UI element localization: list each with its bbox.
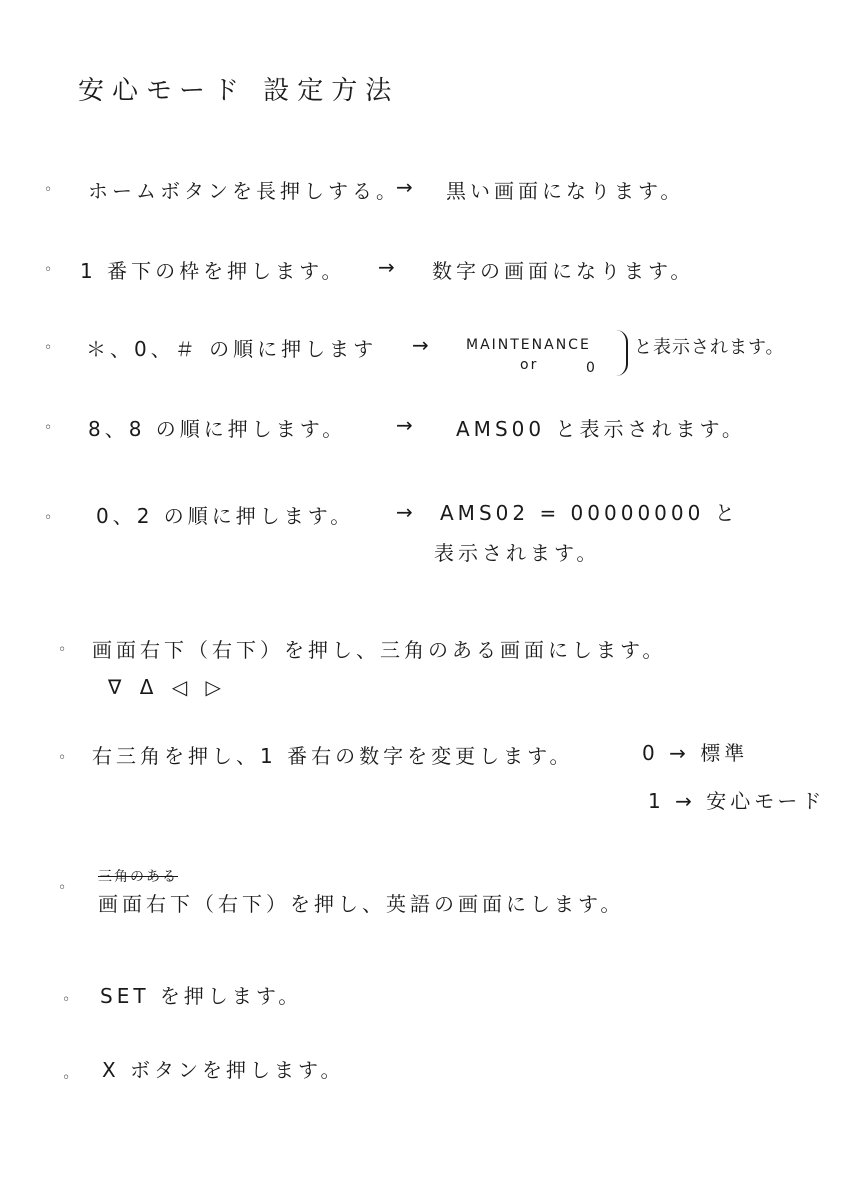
- bullet-icon: ◦: [44, 510, 53, 526]
- step-7-option-standard: 0 → 標準: [642, 741, 749, 765]
- step-3-action: ＊、0、＃ の順に押します: [86, 337, 378, 361]
- step-6-action: 画面右下（右下）を押し、三角のある画面にします。: [92, 638, 667, 662]
- step-3-result-zero: 0: [586, 360, 597, 376]
- bullet-icon: ◦: [58, 642, 67, 658]
- brace-icon: [616, 330, 628, 376]
- step-3-result-tail: と表示されます。: [634, 337, 785, 358]
- arrow-icon: →: [412, 333, 433, 357]
- step-3-result-maintenance: MAINTENANCE: [466, 337, 591, 353]
- bullet-icon: ◦: [44, 182, 53, 198]
- step-4-result: AMS00 と表示されます。: [456, 417, 746, 441]
- bullet-icon: ◦: [44, 420, 53, 436]
- bullet-icon: ◦: [62, 992, 71, 1008]
- step-2-result: 数字の画面になります。: [432, 259, 695, 283]
- step-3-result-or: or: [520, 357, 539, 373]
- step-7-option-safe: 1 → 安心モード: [648, 789, 826, 813]
- step-4-action: 8、8 の順に押します。: [88, 417, 347, 441]
- bullet-icon: ◦: [62, 1070, 71, 1086]
- step-8-action: 画面右下（右下）を押し、英語の画面にします。: [98, 892, 625, 916]
- step-5-action: 0、2 の順に押します。: [96, 504, 355, 528]
- step-9-action: SET を押します。: [100, 984, 303, 1008]
- arrow-icon: →: [396, 500, 417, 524]
- step-1-action: ホームボタンを長押しする。: [88, 179, 400, 203]
- triangle-symbols-icon: ∇ Δ ◁ ▷: [108, 675, 227, 699]
- arrow-icon: →: [396, 413, 417, 437]
- step-7-action: 右三角を押し、1 番右の数字を変更します。: [92, 744, 574, 768]
- bullet-icon: ◦: [44, 340, 53, 356]
- page-title: 安心モード 設定方法: [78, 76, 400, 106]
- step-10-action: X ボタンを押します。: [102, 1058, 345, 1082]
- step-5-result-line2: 表示されます。: [434, 541, 601, 565]
- arrow-icon: →: [378, 255, 399, 279]
- bullet-icon: ◦: [44, 262, 53, 278]
- bullet-icon: ◦: [58, 750, 67, 766]
- arrow-icon: →: [396, 175, 417, 199]
- step-1-result: 黒い画面になります。: [446, 179, 685, 203]
- step-2-action: 1 番下の枠を押します。: [80, 259, 346, 283]
- bullet-icon: ◦: [58, 880, 67, 896]
- step-8-struck-text: 三角のある: [98, 869, 178, 885]
- step-5-result: AMS02 = 00000000 と: [440, 501, 739, 525]
